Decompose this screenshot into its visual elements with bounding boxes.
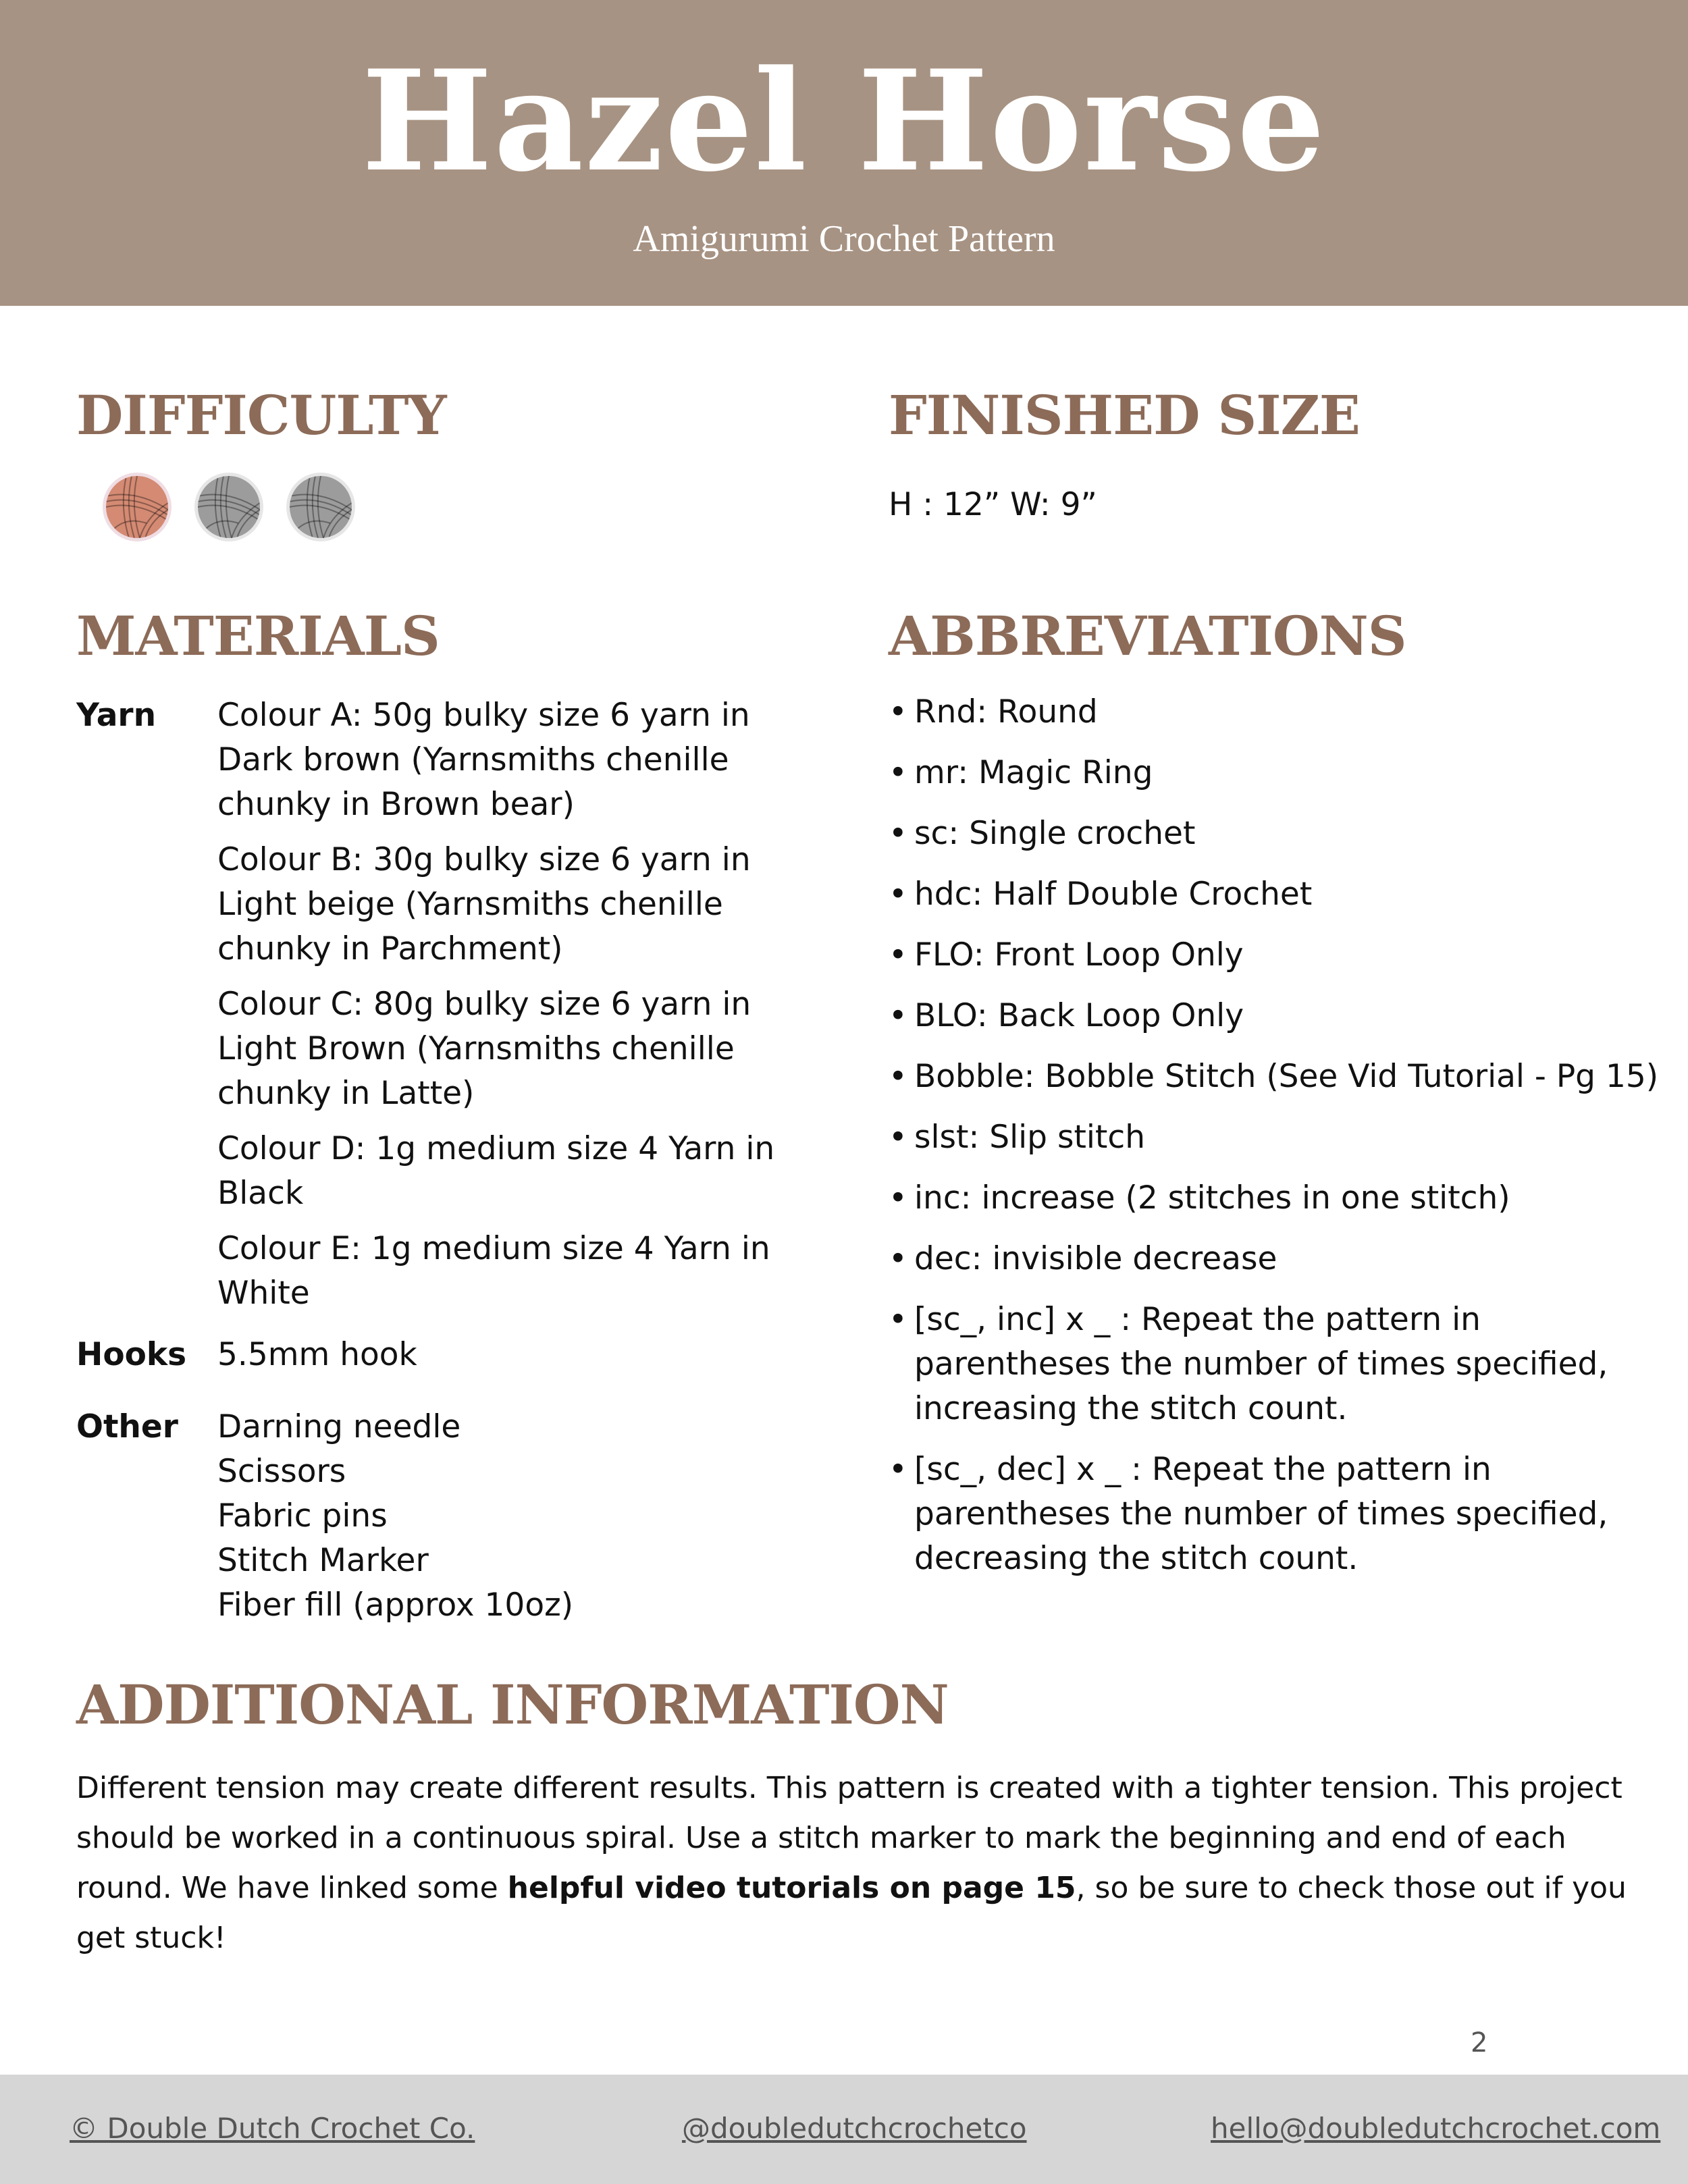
- footer: [0, 2075, 1688, 2184]
- yarn-list: [217, 693, 825, 1327]
- hooks-value: 5.5mm hook: [217, 1336, 417, 1373]
- other-item: Darning needle: [217, 1408, 461, 1445]
- abbreviation-item: • dec: invisible decrease: [889, 1237, 1665, 1281]
- yarn-item: Colour E: 1g medium size 4 Yarn in White: [217, 1230, 770, 1312]
- yarn-item: Colour D: 1g medium size 4 Yarn in Black: [217, 1130, 775, 1212]
- info-text: Different tension may create different results. This pattern is created with a tighter tension. This project should be worked in a continuous spiral. Use a stitch marker to mark the beginning and end of each round. We have linked some: [76, 1771, 1623, 1905]
- yarn-ball-filled-icon: [103, 473, 172, 541]
- abbreviation-item: • hdc: Half Double Crochet: [889, 872, 1665, 917]
- abbreviation-item: • [sc_, inc] x _ : Repeat the pattern in parentheses the number of times specified, increasing the stitch count.: [889, 1298, 1665, 1431]
- yarn-label: Yarn: [76, 697, 157, 734]
- copyright-link[interactable]: © Double Dutch Crochet Co.: [70, 2112, 475, 2145]
- difficulty-rating: [103, 473, 355, 541]
- other-item: Fiber fill (approx 10oz): [217, 1587, 574, 1624]
- finished-size-value: H : 12” W: 9”: [889, 486, 1097, 523]
- abbreviations-heading: ABBREVIATIONS: [889, 604, 1406, 668]
- abbreviation-item: • Rnd: Round: [889, 690, 1665, 735]
- page-subtitle: Amigurumi Crochet Pattern: [633, 218, 1055, 260]
- header-banner: [0, 0, 1688, 306]
- other-item: Fabric pins: [217, 1497, 388, 1535]
- additional-info-heading: ADDITIONAL INFORMATION: [76, 1673, 949, 1736]
- other-label: Other: [76, 1408, 178, 1445]
- finished-size-heading: FINISHED SIZE: [889, 383, 1360, 447]
- page-title: Hazel Horse: [361, 41, 1327, 203]
- page-number: 2: [1471, 2027, 1488, 2058]
- difficulty-heading: DIFFICULTY: [76, 383, 446, 447]
- info-text: , so be sure to check those out if you get stuck!: [76, 1871, 1627, 1955]
- additional-info-text: [76, 1763, 1629, 1963]
- abbreviation-item: • sc: Single crochet: [889, 811, 1665, 856]
- yarn-item: Colour C: 80g bulky size 6 yarn in Light Brown (Yarnsmiths chenille chunky in Latte): [217, 986, 751, 1112]
- other-item: Stitch Marker: [217, 1542, 429, 1579]
- abbreviation-item: • mr: Magic Ring: [889, 751, 1665, 795]
- abbreviation-item: • inc: increase (2 stitches in one stitch): [889, 1176, 1665, 1221]
- yarn-item: Colour A: 50g bulky size 6 yarn in Dark brown (Yarnsmiths chenille chunky in Brown bear): [217, 697, 750, 823]
- email-link[interactable]: hello@doubledutchcrochet.com: [1211, 2112, 1661, 2145]
- materials-heading: MATERIALS: [76, 604, 440, 668]
- abbreviation-item: • FLO: Front Loop Only: [889, 933, 1665, 978]
- abbreviation-item: • BLO: Back Loop Only: [889, 994, 1665, 1038]
- social-handle-link[interactable]: @doubledutchcrochetco: [682, 2112, 1027, 2145]
- yarn-ball-empty-icon: [286, 473, 355, 541]
- hooks-label: Hooks: [76, 1336, 187, 1373]
- abbreviations-list: [889, 690, 1665, 1597]
- yarn-item: Colour B: 30g bulky size 6 yarn in Light beige (Yarnsmiths chenille chunky in Parchment): [217, 841, 751, 967]
- abbreviation-item: • Bobble: Bobble Stitch (See Vid Tutorial - Pg 15): [889, 1055, 1665, 1099]
- info-text-bold: helpful video tutorials on page 15: [507, 1871, 1076, 1905]
- other-item: Scissors: [217, 1453, 346, 1490]
- abbreviation-item: • slst: Slip stitch: [889, 1115, 1665, 1160]
- yarn-ball-empty-icon: [194, 473, 263, 541]
- abbreviation-item: • [sc_, dec] x _ : Repeat the pattern in parentheses the number of times specified, decreasing the stitch count.: [889, 1447, 1665, 1581]
- other-list: [217, 1405, 825, 1628]
